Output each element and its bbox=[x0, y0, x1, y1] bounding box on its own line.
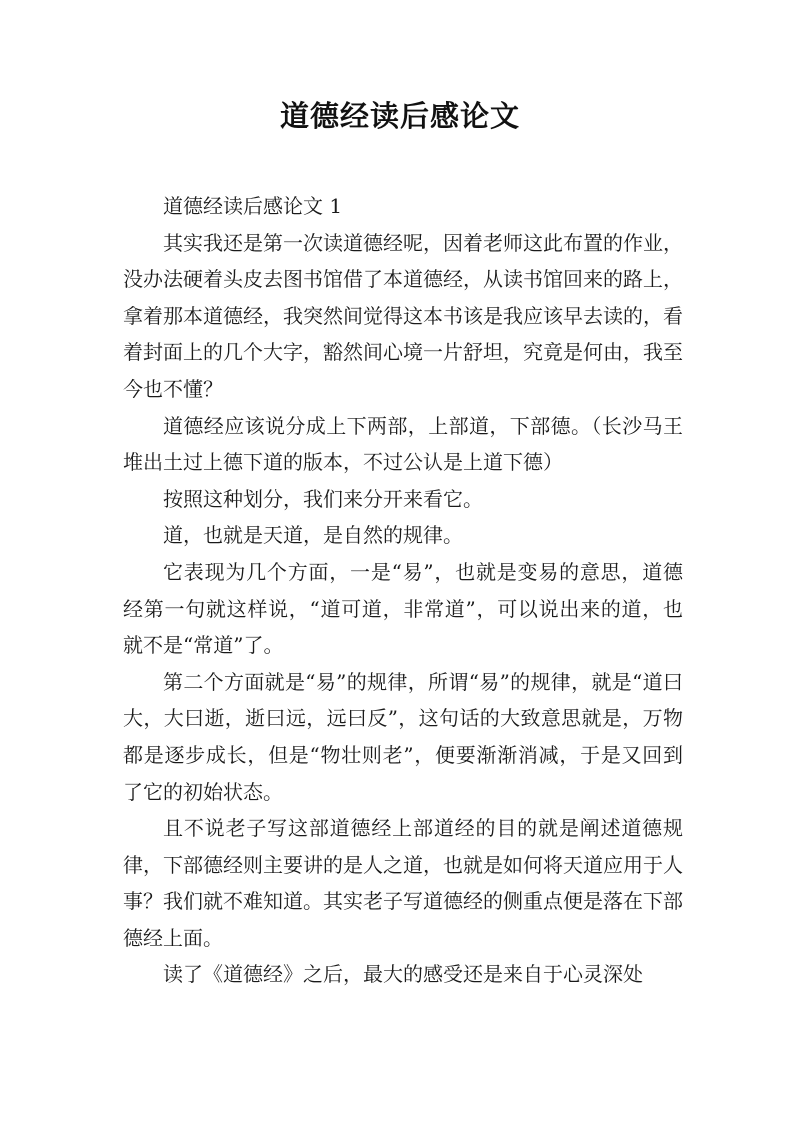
paragraph: 且不说老子写这部道德经上部道经的目的就是阐述道德规律，下部德经则主要讲的是人之道，也就是如何将天道应用于人事？我们就不难知道。其实老子写道德经的侧重点便是落在下部德经上面。 bbox=[123, 816, 683, 950]
paragraph: 读了《道德经》之后，最大的感受还是来自于心灵深处 bbox=[163, 962, 643, 987]
paragraph: 道，也就是天道，是自然的规律。 bbox=[163, 523, 463, 548]
document-body bbox=[123, 188, 683, 993]
document-title: 道德经读后感论文 bbox=[279, 99, 520, 133]
paragraph: 它表现为几个方面，一是“易”，也就是变易的意思，道德经第一句就这样说，“道可道，非常道”，可以说出来的道，也就不是“常道”了。 bbox=[123, 559, 683, 658]
paragraph: 道德经应该说分成上下两部，上部道，下部德。（长沙马王堆出土过上德下道的版本，不过公认是上道下德） bbox=[123, 413, 683, 475]
section-heading: 道德经读后感论文 1 bbox=[163, 194, 343, 218]
paragraph: 第二个方面就是“易”的规律，所谓“易”的规律，就是“道曰大，大曰逝，逝曰远，远曰反”，这句话的大致意思就是，万物都是逐步成长，但是“物壮则老”，便要渐渐消减，于是又回到了它的初始状态。 bbox=[123, 669, 683, 804]
paragraph: 其实我还是第一次读道德经呢，因着老师这此布置的作业，没办法硬着头皮去图书馆借了本道德经，从读书馆回来的路上，拿着那本道德经，我突然间觉得这本书该是我应该早去读的，看着封面上的几个大字，豁然间心境一片舒坦，究竟是何由，我至今也不懂？ bbox=[123, 230, 683, 401]
paragraph: 按照这种划分，我们来分开来看它。 bbox=[163, 486, 483, 511]
